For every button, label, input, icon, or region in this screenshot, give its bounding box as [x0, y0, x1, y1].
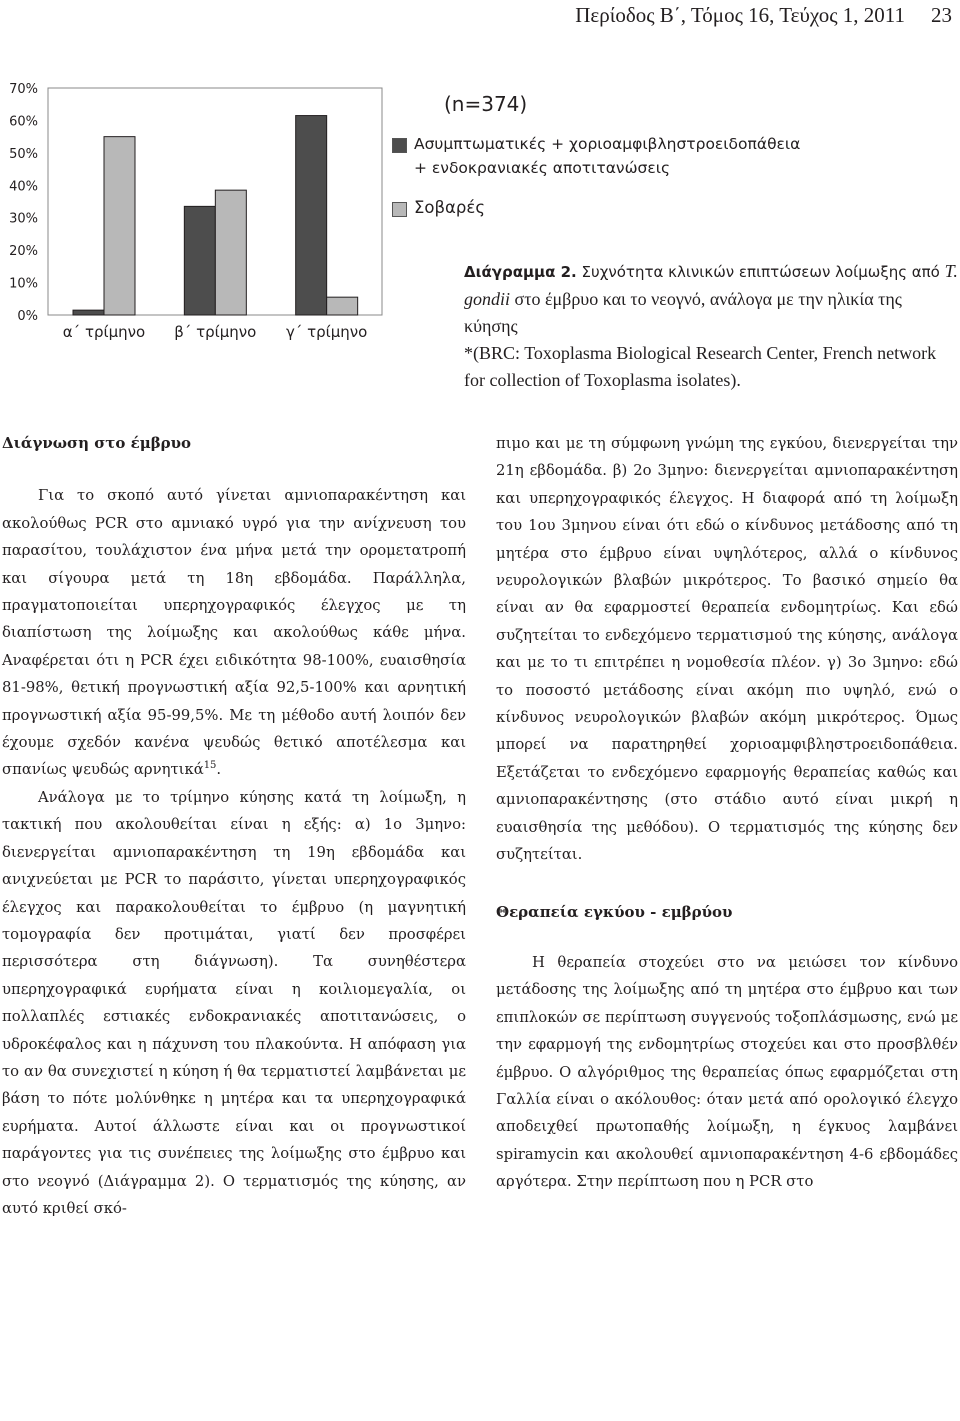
y-tick-label: 60%	[9, 114, 38, 130]
caption-brc-note: *(BRC: Toxoplasma Biological Research Center, French network for collection of Toxoplasma isolates).	[464, 343, 937, 390]
page-number: 23	[931, 3, 952, 27]
bar-chart	[0, 70, 400, 360]
bar	[104, 137, 135, 315]
paragraph-diagnosis-1	[2, 482, 466, 783]
bar	[73, 310, 104, 315]
caption-species: T. gondii	[464, 261, 958, 309]
caption-text-1: Συχνότητα κλινικών επιπτώσεων λοίμωξης από	[576, 263, 945, 281]
x-tick-label: β΄ τρίμηνο	[174, 323, 257, 341]
paragraph-treatment: Η θεραπεία στοχεύει στο να μειώσει τον κίνδυνο μετάδοσης της λοίμωξης από τη μητέρα στο έμβρυο και των επιπλοκών σε περίπτωση συγγενούς τοξοπλάσμωσης, ενώ με την εφαρμογή της ενδομητρίως στοχεύει και στο προσβλθέν έμβρυο. Ο αλγόριθμος της θεραπείας όπως εφαρμόζεται στη Γαλλία είναι ο ακόλουθος: όταν μετά από ορολογικό έλεγχο αποδειχθεί πρωτοπαθής λοίμωξη, η έγκυος λαμβάνει spiramycin και ακολουθεί αμνιοπαρακέντηση 4-6 εβδομάδες αργότερα. Στην περίπτωση που η PCR στο	[496, 953, 958, 1191]
chart-legend	[392, 92, 812, 220]
legend-swatch-dark	[392, 138, 407, 153]
legend-label-severe: Σοβαρές	[414, 198, 486, 217]
section-heading-treatment: Θεραπεία εγκύου - εμβρύου	[496, 902, 733, 921]
bar	[184, 206, 215, 315]
bar	[327, 297, 358, 315]
figure-caption	[464, 258, 958, 394]
legend-swatch-light	[392, 202, 407, 217]
section-heading-diagnosis: Διάγνωση στο έμβρυο	[2, 434, 192, 452]
y-tick-label: 0%	[17, 309, 38, 324]
y-tick-label: 50%	[9, 146, 38, 162]
bar-chart-svg	[0, 70, 400, 360]
legend-item-severe	[392, 196, 812, 220]
y-tick-label: 70%	[9, 82, 38, 97]
y-tick-label: 40%	[9, 179, 38, 195]
running-head-text: Περίοδος Β΄, Τόμος 16, Τεύχος 1, 2011	[575, 3, 905, 27]
caption-label: Διάγραμμα 2.	[464, 263, 577, 281]
bar	[296, 116, 327, 315]
x-tick-label: γ΄ τρίμηνο	[285, 323, 368, 341]
x-tick-label: α΄ τρίμηνο	[62, 323, 146, 341]
y-tick-label: 10%	[9, 276, 38, 292]
sample-size-label: (n=374)	[444, 92, 528, 116]
y-tick-label: 30%	[9, 211, 38, 227]
paragraph-diagnosis-2: Ανάλογα με το τρίμηνο κύησης κατά τη λοίμωξη, η τακτική που ακολουθείται είναι η εξής: α) 1ο 3μηνο: διενεργείται αμνιοπαρακέντηση τη 19η εβδομάδα και ανιχνεύεται με PCR το παράσιτο, γίνεται υπερηχογραφικός έλεγχος και παρακολουθείται το έμβρυο (η μαγνητική τομογραφία δεν προτιμάται, γιατί δεν προσφέρει περισσότερα στη διάγνωση). Τα συνηθέστερα υπερηχογραφικά ευρήματα είναι η κοιλιομεγαλία, οι πολλαπλές εστιακές ενδοκρανιακές αποτιτανώσεις, ο υδροκέφαλος και η πάχυνση του πλακούντα. Η απόφαση για το αν θα συνεχιστεί η κύηση ή θα τερματιστεί λαμβάνεται με βάση το πότε μολύνθηκε η μητέρα και τα υπερηχογραφικά ευρήματα. Αυτοί άλλωστε είναι και οι προγνωστικοί παράγοντες για τις συνέπειες της λοίμωξης στο έμβρυο και στο νεογνό (Διάγραμμα 2). Ο τερματισμός της κύησης, αν αυτό κριθεί σκό-	[2, 788, 466, 1217]
left-column	[2, 430, 466, 1222]
running-head	[575, 3, 952, 28]
paragraph-continuation: πιμο και με τη σύμφωνη γνώμη της εγκύου, διενεργείται την 21η εβδομάδα. β) 2ο 3μηνο: διενεργείται αμνιοπαρακέντηση και υπερηχογραφικός έλεγχος. Η διαφορά από τη λοίμωξη του 1ου 3μηνου είναι ότι εδώ ο κίνδυνος μετάδοσης από τη μητέρα στο έμβρυο είναι υψηλότερος, αλλά ο κίνδυνος νευρολογικών βλαβών μικρότερος. Το βασικό σημείο θα είναι αν θα εφαρμοστεί θεραπεία ενδομητρίως. Και εδώ συζητείται το ενδεχόμενο τερματισμού της κύησης, ανάλογα και με το τι επιτρέπει η νομοθεσία πλέον. γ) 3ο 3μηνο: εδώ το ποσοστό μετάδοσης είναι ακόμη πιο υψηλό, ενώ ο κίνδυνος νευρολογικών βλαβών ακόμη μικρότερος. Όμως μπορεί να παρατηρηθεί χοριοαμφιβληστροειδοπάθεια. Εξετάζεται το ενδεχόμενο εφαρμογής θεραπείας καθώς και αμνιοπαρακέντησης (στο στάδιο αυτό είναι μικρή η ευαισθησία της μεθόδου). Ο τερματισμός της κύησης δεν συζητείται.	[496, 435, 958, 864]
legend-label-mild-line2: + ενδοκρανιακές αποτιτανώσεις	[414, 159, 671, 177]
caption-text-2: στο έμβρυο και το νεογνό, ανάλογα με την ηλικία της κύησης	[464, 289, 902, 336]
right-column	[496, 430, 958, 1196]
reference-15: 15	[203, 760, 217, 772]
legend-item-mild	[392, 132, 812, 180]
legend-label-mild-line1: Ασυμπτωματικές + χοριοαμφιβληστροειδοπάθεια	[414, 135, 801, 153]
paragraph-diagnosis-1-text: Για το σκοπό αυτό γίνεται αμνιοπαρακέντηση και ακολούθως PCR στο αμνιακό υγρό για την ανίχνευση του παρασίτου, τουλάχιστον ένα μήνα μετά την ορομετατροπή και σίγουρα μετά τη 18η εβδομάδα. Παράλληλα, πραγματοποιείται υπερηχογραφικός έλεγχος με τη διαπίστωση της λοίμωξης και ακολούθως κάθε μήνα. Αναφέρεται ότι η PCR έχει ειδικότητα 98-100%, ευαισθησία 81-98%, θετική προγνωστική αξία 92,5-100% και αρνητική προγνωστική αξία 95-99,5%. Με τη μέθοδο αυτή λοιπόν δεν έχουμε σχεδόν κανένα ψευδώς θετικό αποτέλεσμα και σπανίως ψευδώς αρνητικά	[2, 487, 466, 779]
bar	[215, 190, 246, 315]
y-tick-label: 20%	[9, 244, 38, 260]
paragraph-diagnosis-1-end: .	[216, 761, 222, 779]
